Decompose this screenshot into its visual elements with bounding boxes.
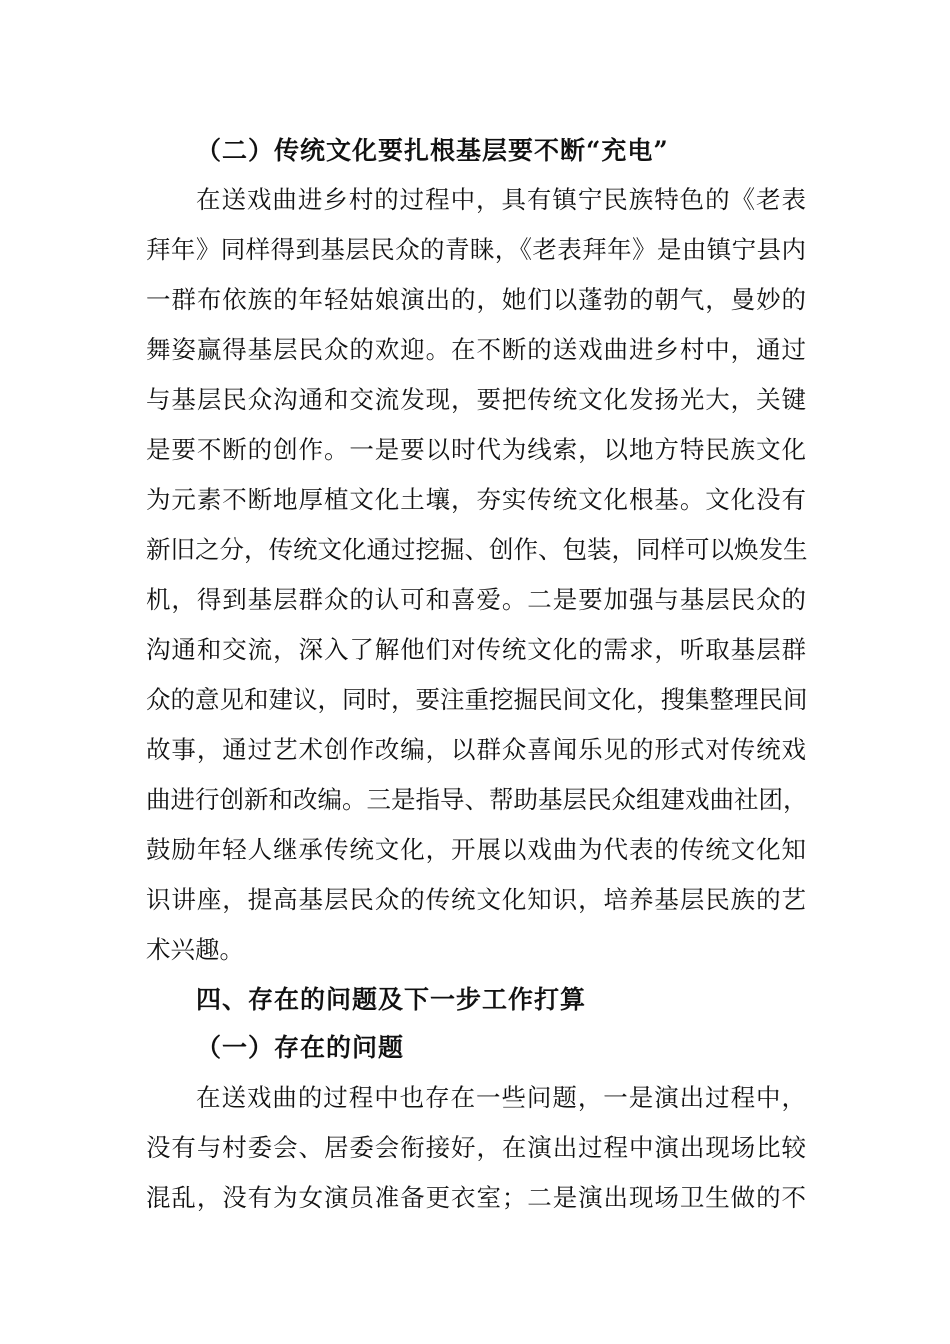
paragraph-line: 识讲座，提高基层民众的传统文化知识，培养基层民族的艺 bbox=[146, 885, 806, 914]
paragraph-line: 曲进行创新和改编。三是指导、帮助基层民众组建戏曲社团， bbox=[146, 785, 808, 814]
paragraph-line: 一群布依族的年轻姑娘演出的，她们以蓬勃的朝气，曼妙的 bbox=[146, 285, 806, 314]
paragraph-line: 鼓励年轻人继承传统文化，开展以戏曲为代表的传统文化知 bbox=[146, 835, 806, 864]
paragraph-line: 拜年》同样得到基层民众的青睐，《老表拜年》是由镇宁县内 bbox=[146, 235, 806, 264]
paragraph-line: 新旧之分，传统文化通过挖掘、创作、包装，同样可以焕发生 bbox=[146, 535, 808, 564]
paragraph-line: 术兴趣。 bbox=[146, 935, 244, 964]
section-heading-4: 四、存在的问题及下一步工作打算 bbox=[196, 985, 587, 1014]
paragraph-line: 与基层民众沟通和交流发现，要把传统文化发扬光大，关键 bbox=[146, 385, 806, 414]
paragraph-line: 没有与村委会、居委会衔接好，在演出过程中演出现场比较 bbox=[146, 1133, 806, 1162]
paragraph-line: 舞姿赢得基层民众的欢迎。在不断的送戏曲进乡村中，通过 bbox=[146, 335, 806, 364]
paragraph-line: 沟通和交流，深入了解他们对传统文化的需求，听取基层群 bbox=[146, 635, 806, 664]
paragraph-line: 是要不断的创作。一是要以时代为线索，以地方特民族文化 bbox=[146, 435, 806, 464]
paragraph-line: 在送戏曲进乡村的过程中，具有镇宁民族特色的《老表 bbox=[196, 185, 806, 214]
subsection-heading-1: （一）存在的问题 bbox=[196, 1033, 405, 1062]
paragraph-line: 机，得到基层群众的认可和喜爱。二是要加强与基层民众的 bbox=[146, 585, 806, 614]
paragraph-line: 众的意见和建议，同时，要注重挖掘民间文化，搜集整理民间 bbox=[146, 685, 808, 714]
paragraph-line: 故事，通过艺术创作改编，以群众喜闻乐见的形式对传统戏 bbox=[146, 735, 806, 764]
paragraph-line: 为元素不断地厚植文化土壤，夯实传统文化根基。文化没有 bbox=[146, 485, 806, 514]
paragraph-line: 混乱，没有为女演员准备更衣室；二是演出现场卫生做的不 bbox=[146, 1183, 806, 1212]
subsection-heading-2: （二）传统文化要扎根基层要不断“充电” bbox=[196, 136, 669, 165]
paragraph-line: 在送戏曲的过程中也存在一些问题，一是演出过程中， bbox=[196, 1083, 806, 1112]
